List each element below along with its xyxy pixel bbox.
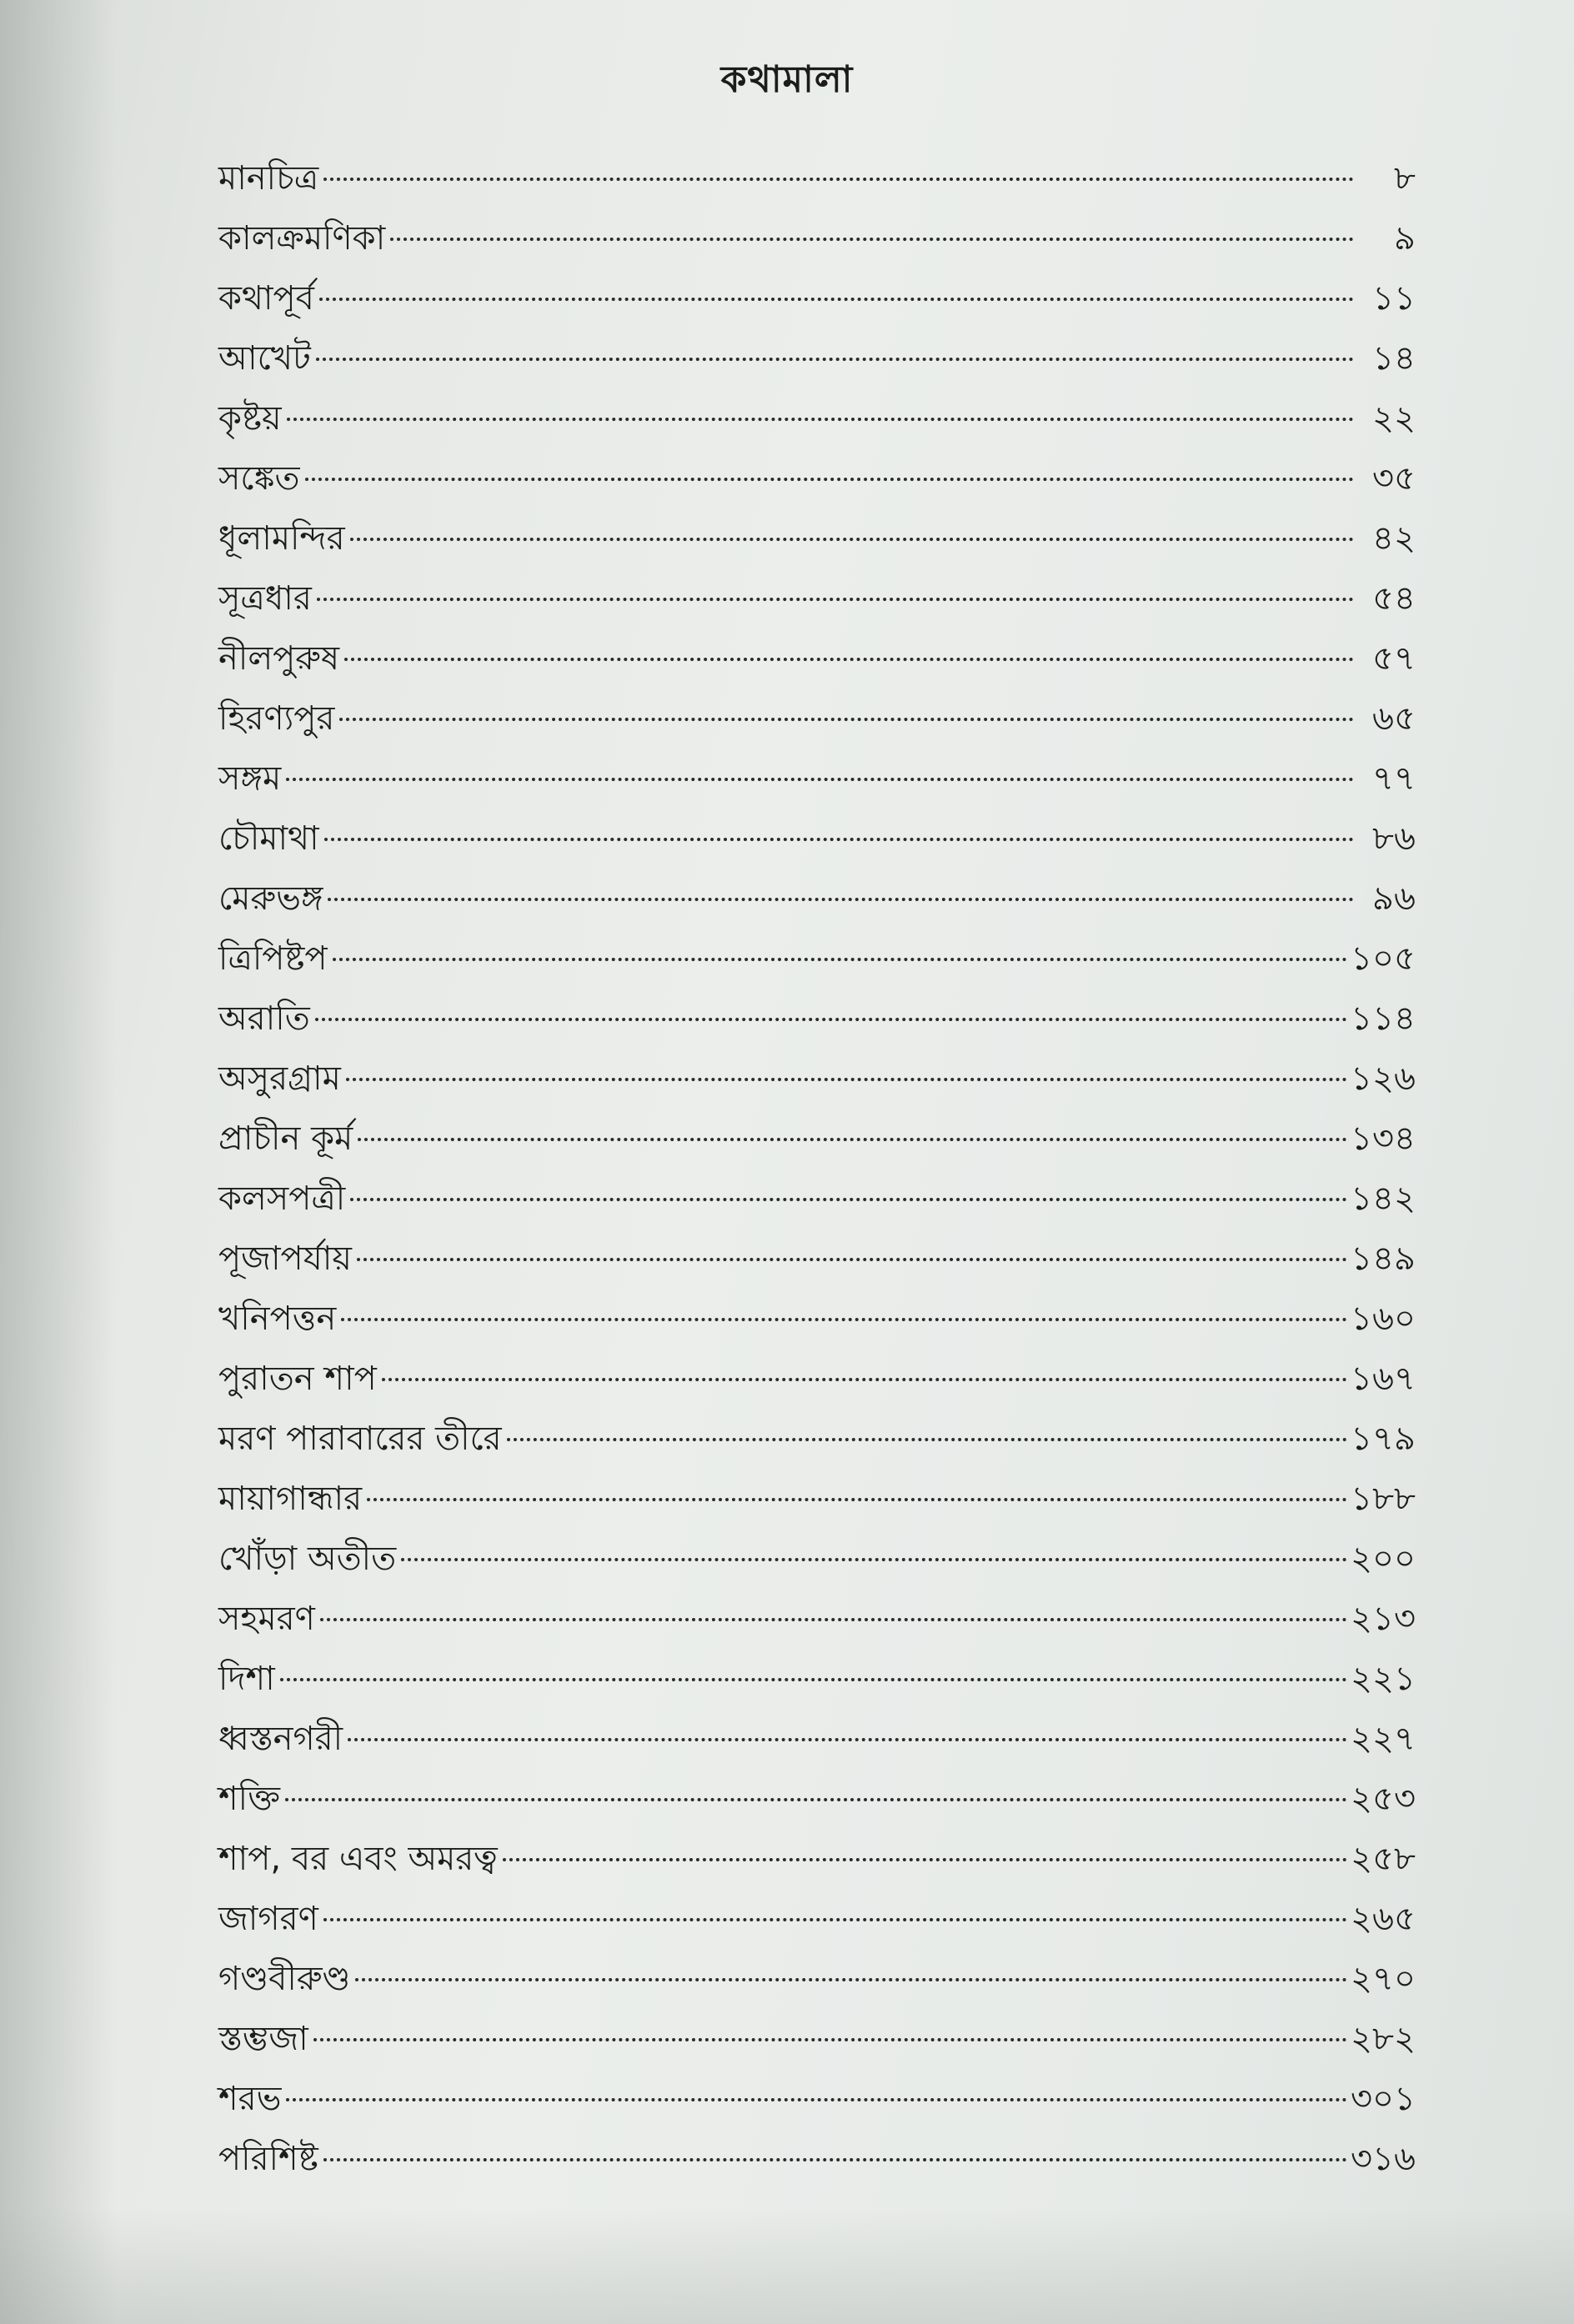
toc-entry-page-number: ৬৫ [1372, 699, 1416, 738]
toc-entry-title: কালক্রমণিকা [218, 219, 386, 258]
toc-entry-title: নীলপুরুষ [218, 639, 340, 678]
toc-entry-title: সঙ্কেত [218, 459, 300, 498]
toc-entry-page-number: ১৮৮ [1351, 1480, 1416, 1518]
toc-entry [218, 689, 1416, 749]
toc-entry-title: অরাতি [218, 999, 310, 1038]
toc-entry-page-number: ৩৫ [1372, 459, 1416, 498]
toc-dot-leader [358, 1138, 1347, 1141]
toc-entry [218, 1889, 1416, 1949]
toc-entry-page-number: ৩১৬ [1351, 2140, 1416, 2178]
toc-entry [218, 1469, 1416, 1529]
toc-entry-page-number: ১৪ [1372, 339, 1416, 378]
toc-entry-title: ধ্বস্তনগরী [218, 1720, 343, 1758]
toc-entry-title: স্তম্ভজা [218, 2020, 308, 2058]
toc-dot-leader [401, 1558, 1347, 1561]
toc-entry-title: সঙ্গম [218, 759, 282, 798]
toc-dot-leader [390, 238, 1354, 241]
toc-dot-leader [286, 778, 1354, 781]
toc-dot-leader [287, 418, 1354, 421]
toc-dot-leader [315, 1018, 1347, 1021]
toc-entry-page-number: ৫৪ [1372, 579, 1416, 618]
toc-entry-title: ত্রিপিষ্টপ [218, 939, 328, 978]
toc-entry-title: মানচিত্র [218, 159, 319, 198]
toc-dot-leader [280, 1678, 1347, 1681]
toc-entry-title: শাপ, বর এবং অমরত্ব [218, 1840, 498, 1878]
toc-dot-leader [507, 1438, 1347, 1441]
toc-entry [218, 1769, 1416, 1829]
toc-dot-leader [357, 1258, 1347, 1261]
toc-entry-page-number: ৯৬ [1372, 879, 1416, 918]
toc-dot-leader [323, 2158, 1347, 2161]
toc-dot-leader [367, 1498, 1347, 1501]
toc-entry-title: পরিশিষ্ট [218, 2140, 318, 2178]
toc-entry-page-number: ২৬৫ [1351, 1900, 1416, 1938]
toc-entry-title: মরণ পারাবারের তীরে [218, 1420, 502, 1458]
toc-entry-title: প্রাচীন কূর্ম [218, 1119, 353, 1158]
toc-dot-leader [382, 1378, 1347, 1381]
toc-dot-leader [341, 1318, 1347, 1321]
toc-entry [218, 2129, 1416, 2189]
toc-entry-page-number: ২৫৩ [1351, 1780, 1416, 1818]
toc-entry-page-number: ২৮২ [1351, 2020, 1416, 2058]
toc-entry-page-number: ৫৭ [1372, 639, 1416, 678]
toc-dot-leader [350, 1198, 1347, 1201]
toc-entry-page-number: ১৪২ [1351, 1180, 1416, 1218]
toc-entry-page-number: ১৬৭ [1351, 1360, 1416, 1398]
toc-entry-title: দিশা [218, 1660, 275, 1698]
toc-entry-title: ধূলামন্দির [218, 519, 345, 558]
toc-entry [218, 1529, 1416, 1589]
toc-entry [218, 1589, 1416, 1649]
page-shadow-bottom [0, 2207, 1574, 2324]
toc-entry-page-number: ২৭০ [1350, 1960, 1416, 1998]
toc-entry [218, 1709, 1416, 1769]
toc-entry [218, 1229, 1416, 1289]
toc-dot-leader [503, 1858, 1347, 1861]
toc-dot-leader [344, 658, 1354, 661]
toc-dot-leader [339, 718, 1354, 721]
toc-entry [218, 568, 1416, 629]
toc-entry [218, 148, 1416, 208]
toc-dot-leader [319, 298, 1354, 301]
toc-entry-page-number: ২২১ [1351, 1660, 1416, 1698]
toc-entry-page-number: ২২ [1371, 399, 1416, 438]
toc-dot-leader [324, 838, 1354, 841]
toc-entry-title: মেরুভঙ্গ [218, 879, 323, 918]
toc-entry [218, 2069, 1416, 2129]
toc-entry [218, 448, 1416, 508]
toc-dot-leader [350, 538, 1354, 541]
toc-entry-title: জাগরণ [218, 1900, 318, 1938]
toc-entry-page-number: ১১৪ [1351, 999, 1416, 1038]
toc-entry-title: হিরণ্যপুর [218, 699, 335, 738]
toc-entry [218, 1169, 1416, 1229]
toc-entry [218, 328, 1416, 388]
toc-entry-title: সূত্রধার [218, 579, 312, 618]
toc-dot-leader [305, 478, 1354, 481]
toc-entry-page-number: ৪২ [1372, 519, 1416, 558]
toc-dot-leader [320, 1618, 1347, 1621]
toc-entry [218, 869, 1416, 929]
toc-entry [218, 1349, 1416, 1409]
toc-entry-page-number: ৮ [1394, 159, 1416, 198]
toc-dot-leader [333, 958, 1348, 961]
toc-entry-title: কৃষ্টয় [218, 399, 282, 438]
toc-entry-page-number: ১১ [1372, 279, 1416, 318]
toc-dot-leader [316, 358, 1354, 361]
toc-entry-title: সহমরণ [218, 1600, 315, 1638]
toc-entry-page-number: ২১৩ [1351, 1600, 1416, 1638]
toc-entry-title: কলসপত্রী [218, 1180, 346, 1218]
toc-entry-page-number: ৩০১ [1351, 2080, 1416, 2118]
toc-entry [218, 1649, 1416, 1709]
toc-entry [218, 1049, 1416, 1109]
toc-entry-page-number: ৮৬ [1372, 819, 1416, 858]
toc-dot-leader [346, 1078, 1347, 1081]
toc-entry-page-number: ১৩৪ [1351, 1119, 1416, 1158]
toc-entry-title: অসুরগ্রাম [218, 1059, 341, 1098]
toc-entry-page-number: ১৬০ [1351, 1300, 1416, 1338]
toc-entry [218, 989, 1416, 1049]
toc-entry [218, 1109, 1416, 1169]
toc-entry-page-number: ২২৭ [1350, 1720, 1416, 1758]
toc-entry [218, 1829, 1416, 1889]
toc-entry-title: পুরাতন শাপ [218, 1360, 377, 1398]
toc-dot-leader [355, 1978, 1347, 1981]
toc-entry-title: খোঁড়া অতীত [218, 1540, 397, 1578]
toc-dot-leader [328, 898, 1354, 901]
toc-entry [218, 629, 1416, 689]
toc-entry-page-number: ১০৫ [1351, 939, 1416, 978]
toc-entry [218, 388, 1416, 448]
toc-entry [218, 208, 1416, 268]
toc-entry-title: শরভ [218, 2080, 282, 2118]
toc-entry-title: কথাপূর্ব [218, 279, 314, 318]
toc-dot-leader [323, 1918, 1347, 1921]
toc-entry [218, 2009, 1416, 2069]
toc-entry-title: খনিপত্তন [218, 1300, 337, 1338]
toc-entry [218, 809, 1416, 869]
toc-entry [218, 929, 1416, 989]
toc-entry [218, 1409, 1416, 1469]
toc-dot-leader [323, 178, 1354, 181]
toc-entry-page-number: ১২৬ [1351, 1059, 1416, 1098]
page-title: কথামালা [720, 58, 854, 101]
toc-entry-title: আখেট [218, 339, 311, 378]
table-of-contents [218, 148, 1416, 2189]
toc-entry-page-number: ২০০ [1350, 1540, 1416, 1578]
toc-dot-leader [317, 598, 1354, 601]
toc-dot-leader [313, 2038, 1347, 2041]
toc-dot-leader [285, 1798, 1347, 1801]
toc-entry-page-number: ৭৭ [1371, 759, 1416, 798]
toc-entry [218, 1949, 1416, 2009]
toc-entry-title: গণ্ডবীরুণ্ড [218, 1960, 351, 1998]
toc-dot-leader [286, 2098, 1347, 2101]
toc-entry [218, 1289, 1416, 1349]
toc-entry-title: চৌমাথা [218, 819, 319, 858]
toc-entry [218, 508, 1416, 568]
toc-entry-title: শক্তি [218, 1780, 280, 1818]
page-shadow-left [0, 0, 117, 2324]
toc-entry [218, 268, 1416, 328]
toc-entry-page-number: ২৫৮ [1351, 1840, 1416, 1878]
toc-entry-page-number: ১৭৯ [1351, 1420, 1416, 1458]
toc-entry-title: পূজাপর্যায় [218, 1240, 352, 1278]
toc-entry [218, 749, 1416, 809]
toc-entry-page-number: ৯ [1394, 219, 1416, 258]
toc-dot-leader [348, 1738, 1347, 1741]
toc-entry-page-number: ১৪৯ [1351, 1240, 1416, 1278]
toc-entry-title: মায়াগান্ধার [218, 1480, 363, 1518]
